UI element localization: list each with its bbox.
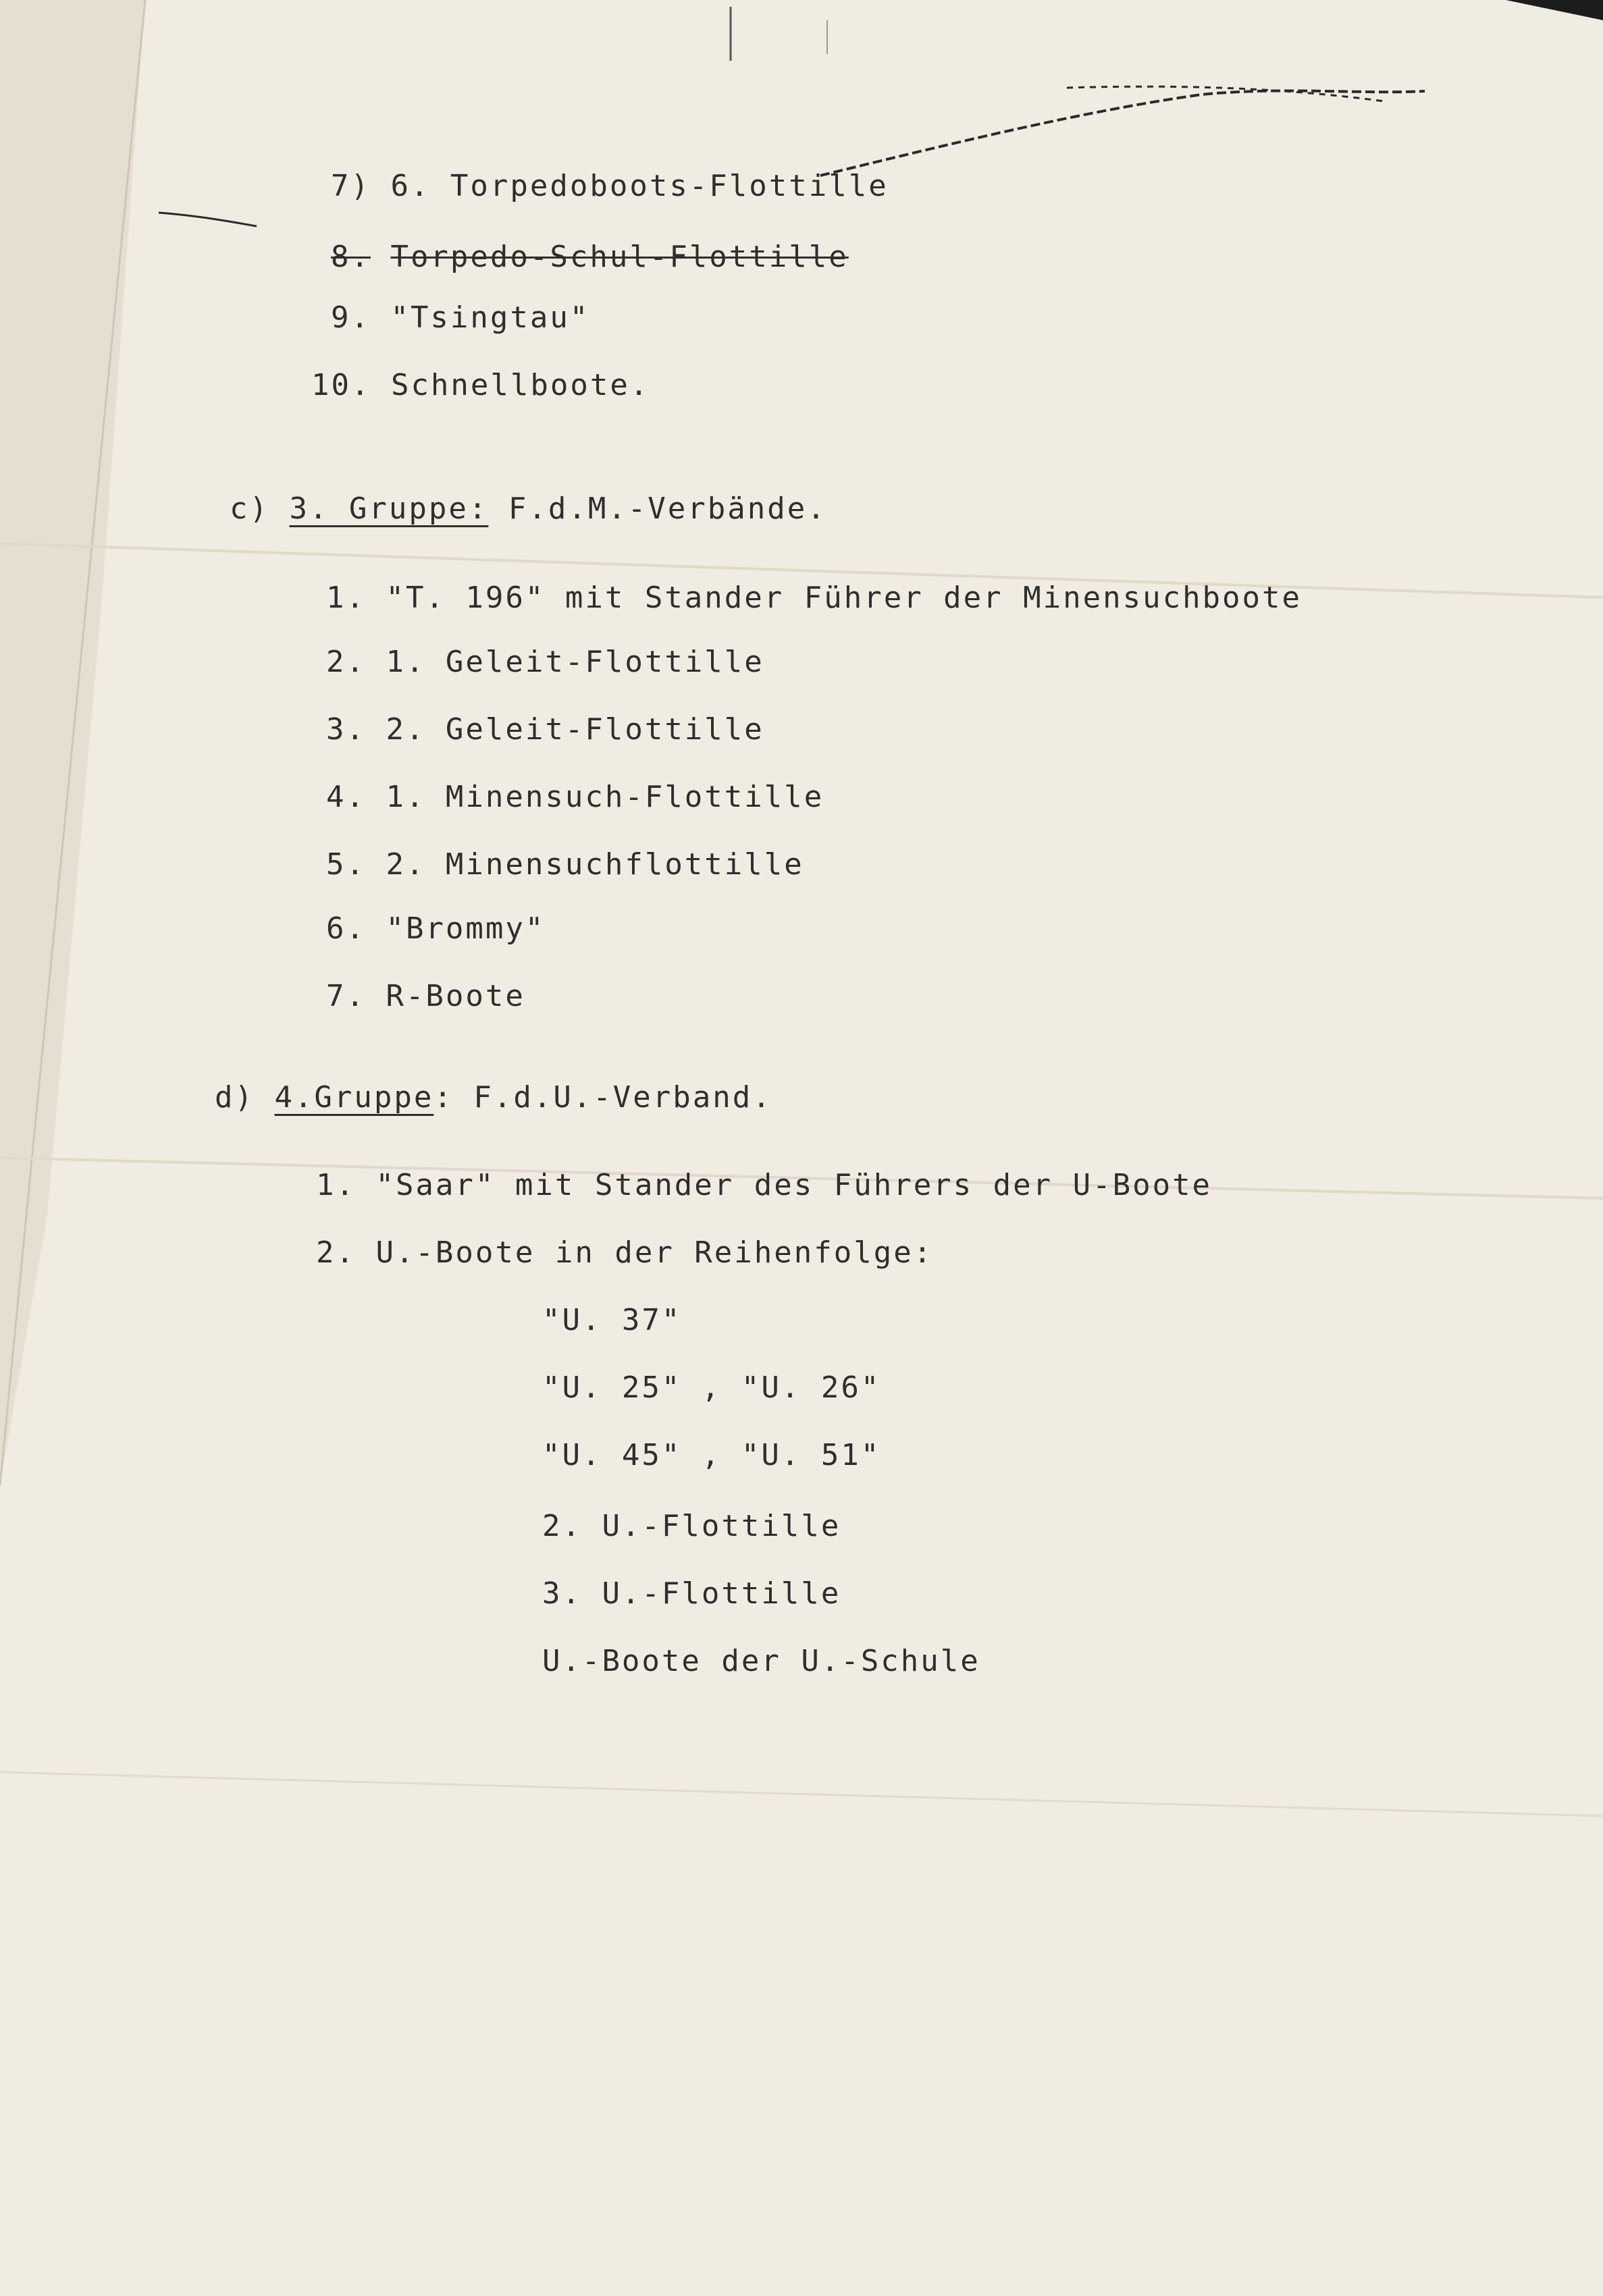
item-number: 3.	[325, 712, 366, 747]
item-text: "Brommy"	[386, 911, 546, 946]
section-title: : F.d.U.-Verband.	[433, 1080, 772, 1115]
item-number: 6.	[325, 911, 366, 946]
item-text: R-Boote	[386, 979, 525, 1013]
list-item	[232, 341, 650, 430]
sub-item-text: "U. 25" , "U. 26"	[542, 1370, 881, 1405]
item-text: 1. Minensuch-Flottille	[386, 780, 824, 814]
section-heading	[135, 1053, 772, 1142]
item-number: 7)	[330, 169, 371, 203]
item-number: 1.	[325, 581, 366, 615]
item-number: 8.	[330, 240, 371, 274]
item-number: 10.	[311, 368, 371, 402]
sub-item-text: U.-Boote der U.-Schule	[542, 1644, 980, 1678]
section-heading	[150, 464, 827, 554]
item-number: 5.	[325, 847, 366, 882]
item-text: 2. Geleit-Flottille	[386, 712, 764, 747]
sub-item-text: "U. 37"	[542, 1303, 682, 1337]
item-number: 9.	[330, 300, 371, 335]
section-label: c)	[229, 491, 269, 526]
sub-list-item	[463, 1617, 980, 1706]
item-number: 2.	[315, 1235, 356, 1270]
item-text: Torpedo-Schul-Flottille	[390, 240, 849, 274]
group-name: 3. Gruppe:	[289, 491, 489, 526]
sub-item-text: 2. U.-Flottille	[542, 1509, 841, 1543]
item-text: 1. Geleit-Flottille	[386, 645, 764, 679]
item-text: "Saar" mit Stander des Führers der U-Boote	[375, 1168, 1213, 1202]
item-number: 2.	[325, 645, 366, 679]
item-text: Schnellboote.	[390, 368, 650, 402]
sub-item-text: 3. U.-Flottille	[542, 1576, 841, 1611]
list-item	[246, 952, 525, 1041]
section-title: F.d.M.-Verbände.	[508, 491, 827, 526]
item-text: 6. Torpedoboots-Flottille	[390, 169, 889, 203]
item-text: "Tsingtau"	[390, 300, 590, 335]
item-text: U.-Boote in der Reihenfolge:	[375, 1235, 934, 1270]
item-number: 4.	[325, 780, 366, 814]
item-number: 1.	[315, 1168, 356, 1202]
item-text: "T. 196" mit Stander Führer der Minensuchboote	[386, 581, 1303, 615]
item-number: 7.	[325, 979, 366, 1013]
sub-item-text: "U. 45" , "U. 51"	[542, 1438, 881, 1472]
section-label: d)	[214, 1080, 255, 1115]
group-name: 4.Gruppe	[274, 1080, 434, 1115]
item-text: 2. Minensuchflottille	[386, 847, 804, 882]
